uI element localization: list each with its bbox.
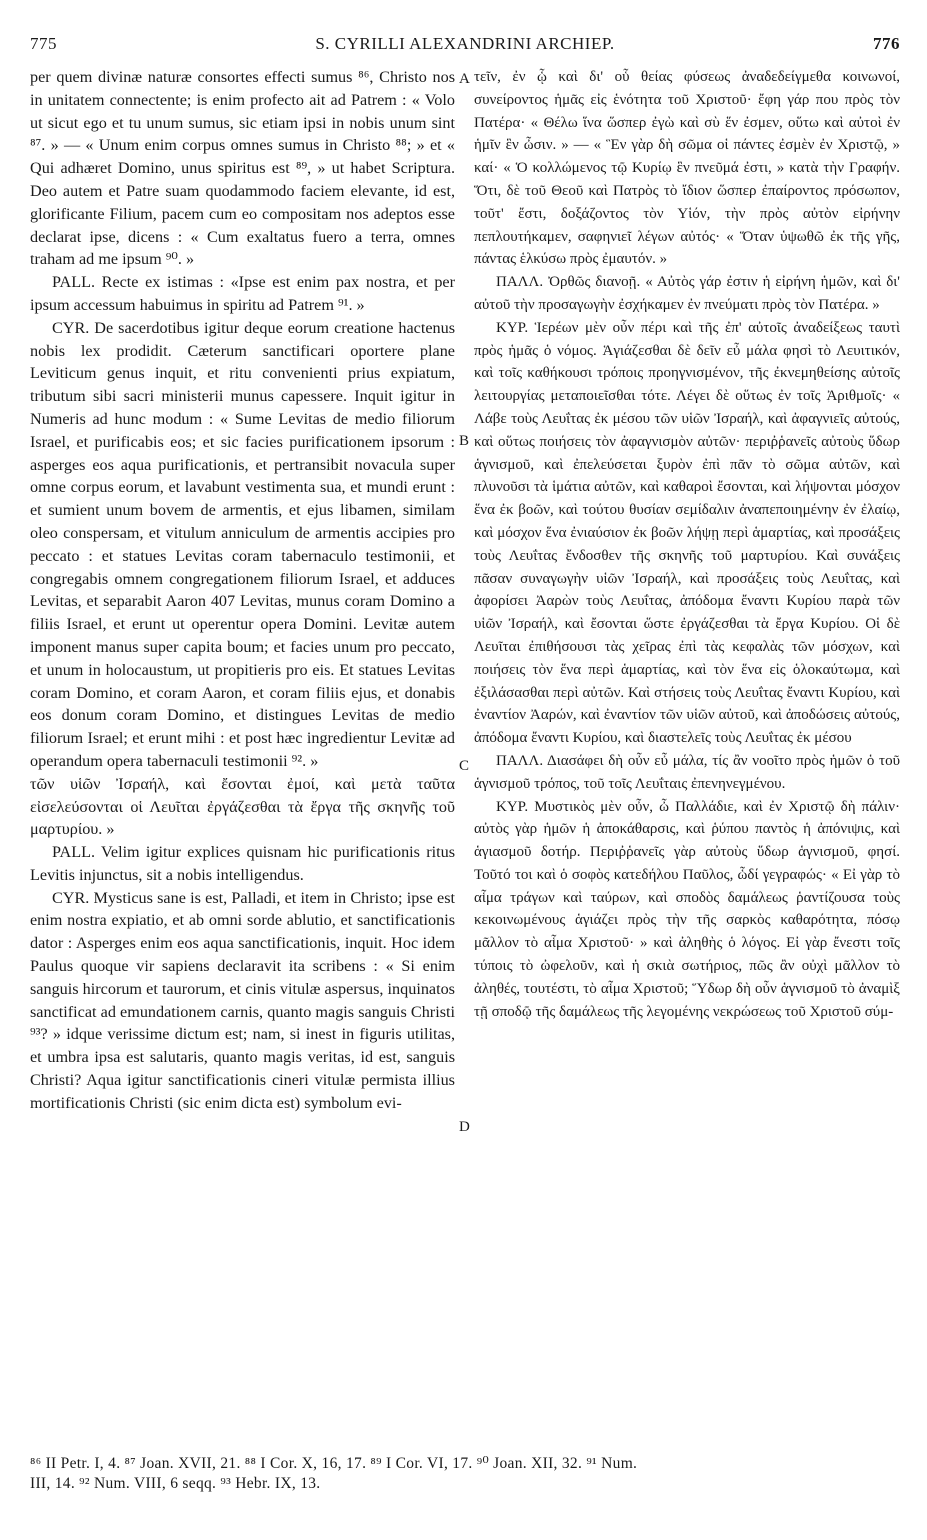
latin-column [30,66,455,1115]
greek-carryover-line: τῶν υἱῶν Ἰσραήλ, καὶ ἔσονται ἐμοί, καὶ μετὰ ταῦτα εἰσελεύσονται οἱ Λευῖται ἐργάζεσθαι τὰ ἔργα τῆς σκηνῆς τοῦ μαρτυρίου. » [30,774,455,839]
margin-marker-d: D [459,1119,470,1135]
latin-paragraph-5: CYR. Mysticus sane is est, Palladi, et item in Christo; ipse est enim nostra expiatio, et ab omni sorde ablutio, et sanctificationis dator : Asperges enim eos aqua sanctificationis, inquit. Hoc idem Paulus quoque vir sapiens declaravit ita scribens : « Si enim sanguis hircorum et taurorum, et cinis vitulæ aspersus, inquinatos sanctificat ad emundationem carnis, quanto magis sanguis Christi ⁹³? » idque verissime dictum est; nam, si inest in figuris utilitas, et umbra ipsa est salutaris, quanto magis veritas, id est, sanguis Christi? Aqua igitur sanctificationis cineri vitulæ permista illius mortificationis Christi (sic enim dicta est) symbolum evi- [30,888,455,1112]
margin-marker-a: A [459,71,470,87]
page-number-left: 775 [30,34,57,53]
latin-paragraph-2: PALL. Recte ex istimas : «Ipse est enim pax nostra, et per ipsum accessum habuimus in spiritu ad Patrem ⁹¹. » [30,273,455,314]
margin-marker-b: B [459,433,470,449]
latin-paragraph-1: per quem divinæ naturæ consortes effecti sumus ⁸⁶, Christo nos in unitatem connectente; is enim profecto ait ad Patrem : « Volo ut sicut ego et tu unum sumus, sic etiam ipsi in nobis unum sint ⁸⁷. » — « Unum enim corpus omnes sumus in Christo ⁸⁸; » et « Qui adhæret Domino, unus spiritus est ⁸⁹, » ut habet Scriptura. Deo autem et Patre suam quodammodo faciem elevante, id est, glorificante Filium, pacem cum eo compositam nos adeptos esse declarat ipse, dicens : « Cum exaltatus fuero a terra, omnes traham ad me ipsum ⁹⁰. » [30,68,455,269]
latin-paragraph-4: PALL. Velim igitur explices quisnam hic purificationis ritus Levitis injunctus, sit a nobis intelligendus. [30,843,455,884]
running-title: S. CYRILLI ALEXANDRINI ARCHIEP. [315,34,615,53]
footnotes [30,1454,900,1494]
margin-marker-c: C [459,758,470,774]
page-header [30,34,900,58]
greek-paragraph-5: ΚΥΡ. Μυστικὸς μὲν οὖν, ὦ Παλλάδιε, καὶ ἐν Χριστῷ δὴ πάλιν· αὐτὸς γὰρ ἡμῶν ἡ ἀποκάθαρσις, καὶ ῥύπου παντὸς ἡ ἀπόνιψις, καὶ ἁγιασμοῦ δοτήρ. Περιῤῥανεῖς γὰρ αὐτοὺς ὕδωρ ἁγνισμοῦ, φησί. Τοῦτό τοι καὶ ὁ σοφὸς κατεδήλου Παῦλος, ὧδί γεγραφώς· « Εἰ γὰρ τὸ αἷμα τράγων καὶ ταύρων, καὶ σποδὸς δαμάλεως ῥαντίζουσα τοὺς κεκοινωμένους ἁγιάζει πρὸς τὴν τῆς σαρκὸς καθαρότητα, πόσῳ μᾶλλον τὸ αἷμα Χριστοῦ· » καὶ ἀληθὴς ὁ λόγος. Εἰ γὰρ ἔνεστι τοῖς τύποις τὸ ὠφελοῦν, καὶ ἡ σκιὰ σωτήριος, πῶς ἂν οὐχὶ μᾶλλον τὸ ἀληθές, τουτέστι, τὸ αἷμα Χριστοῦ; Ὕδωρ δὴ οὖν ἁγνισμοῦ τὸ ἀναμὶξ τῇ σποδῷ τῆς δαμάλεως τῆς λεγομένης νεκρώσεως τοῦ Χριστοῦ σύμ- [474,798,900,1020]
greek-column [474,66,900,1023]
greek-paragraph-3: ΚΥΡ. Ἱερέων μὲν οὖν πέρι καὶ τῆς ἐπ' αὐτοῖς ἀναδείξεως ταυτὶ πρὸς ἡμᾶς ὁ νόμος. Ἁγιάζεσθαι δὲ δεῖν εὖ μάλα φησὶ τὸ Λευιτικόν, καὶ τοῖς καθήκουσι τρόποις προηγνισμένον, τῆς ἐκνεμηθείσης αὐτοῖς λειτουργίας μεταποιεῖσθαι τότε. Λέγει δὲ οὕτως ἐν τοῖς Ἀριθμοῖς· « Λάβε τοὺς Λευΐτας ἐκ μέσου τῶν υἱῶν Ἰσραήλ, καὶ ἀφαγνιεῖς αὐτούς, καὶ οὕτως ποιήσεις τὸν ἀφαγνισμὸν αὐτῶν· περιῤῥανεῖς αὐτοὺς ὕδωρ ἁγνισμοῦ, καὶ ἐπελεύσεται ξυρὸν ἐπὶ πᾶν τὸ σῶμα αὐτῶν, καὶ πλυνοῦσι τὰ ἱμάτια αὐτῶν, καὶ καθαροὶ ἔσονται, καὶ λήψονται μόσχον ἕνα ἐκ βοῶν, καὶ τούτου θυσίαν σεμίδαλιν ἀναπεποιημένην ἐν ἐλαίῳ, καὶ μόσχον ἕνα ἐνιαύσιον ἐκ βοῶν λήψῃ περὶ ἁμαρτίας, καὶ προσάξεις τοὺς Λευΐτας ἔνδοσθεν τῆς σκηνῆς τοῦ μαρτυρίου. Καὶ συνάξεις πᾶσαν συναγωγὴν υἱῶν Ἰσραήλ, καὶ προσάξεις τοὺς Λευΐτας, καὶ ἀφορίσει Ἀαρὼν τοὺς Λευΐτας, ἀπόδομα ἔναντι Κυρίου παρὰ τῶν υἱῶν Ἰσραήλ, καὶ ἔσονται ὥστε ἐργάζεσθαι τὰ ἔργα Κυρίου. Οἱ δὲ Λευῖται ἐπιθήσουσι τὰς χεῖρας ἐπὶ τὰς κεφαλὰς τῶν μόσχων, καὶ ποιήσεις τὸν ἕνα περὶ ἁμαρτίας, καὶ τὸν ἕνα εἰς ὁλοκαύτωμα, καὶ ἐξιλάσασθαι περὶ αὐτῶν. Καὶ στήσεις τοὺς Λευΐτας ἔναντι Κυρίου, καὶ ἐναντίον Ἀαρών, καὶ ἐναντίον τῶν υἱῶν αὐτοῦ, καὶ ἀποδώσεις αὐτούς, ἀπόδομα ἔναντι Κυρίου, καὶ διαστελεῖς τοὺς Λευΐτας ἐκ μέσου [474,319,900,747]
latin-paragraph-3: CYR. De sacerdotibus igitur deque eorum creatione hactenus nobis lex prodidit. Cæterum sanctificari oportere plane Leviticum genus inquit, et ritu convenienti prius expiatum, tributum sibi sacri ministerii munus capessere. Inquit igitur in Numeris ad hunc modum : « Sume Levitas de medio filiorum Israel, et purificabis eos; et sic facies purificationem ipsorum : asperges eos aqua purificationis, et pertransibit novacula super omne corpus eorum, et lavabunt vestimenta sua, et mundi erunt : et sumient unum bovem de armentis, et ejus libamen, similam oleo conspersam, et vitulum anniculum de armentis accipies pro peccato : et statues Levitas coram tabernaculo testimonii, et congregabis omnem congregationem filiorum Israel, et adduces Levitas, et separabit Aaron 407 Levitas, munus coram Domino a filiis Israel, et erunt ut operentur opera Domini. Levitæ autem imponent manus super capita boum; et facies unum pro peccato, et unum in holocaustum, ut propitieris pro eis. Et statues Levitas coram Domino, et coram Aaron, et coram filiis ejus, et donabis eos donum coram Domino, et distingues Levitas de medio filiorum Israel; et erunt mihi : et post hæc ingredientur Levitæ ad operandum opera tabernaculi testimonii ⁹². » [30,318,455,770]
footnote-line-2: III, 14. ⁹² Num. VIII, 6 seqq. ⁹³ Hebr. IX, 13. [30,1475,321,1492]
footnote-line-1: ⁸⁶ II Petr. I, 4. ⁸⁷ Joan. XVII, 21. ⁸⁸ I Cor. X, 16, 17. ⁸⁹ I Cor. VI, 17. ⁹⁰ Joan. XII, 32. ⁹¹ Num. [30,1455,638,1472]
greek-paragraph-2: ΠΑΛΛ. Ὀρθῶς διανοῇ. « Αὐτὸς γάρ ἐστιν ἡ εἰρήνη ἡμῶν, καὶ δι' αὐτοῦ τὴν προσαγωγὴν ἐσχήκαμεν ἐν πνεύματι πρὸς τὸν Πατέρα. » [474,274,900,313]
greek-paragraph-1: τεῖν, ἐν ᾧ καὶ δι' οὗ θείας φύσεως ἀναδεδείγμεθα κοινωνοί, συνείροντος ἡμᾶς εἰς ἑνότητα τοῦ Χριστοῦ· ἔφη γάρ που πρὸς τὸν Πατέρα· « Θέλω ἵνα ὥσπερ ἐγὼ καὶ σὺ ἕν ἐσμεν, οὕτω καὶ αὐτοὶ ἐν ἡμῖν ἓν ὦσιν. » — « Ἓν γὰρ δὴ σῶμα οἱ πάντες ἐσμὲν ἐν Χριστῷ, » καί· « Ὁ κολλώμενος τῷ Κυρίῳ ἓν πνεῦμά ἐστι, » κατὰ τὴν Γραφήν. Ὅτι, δὲ τοῦ Θεοῦ καὶ Πατρὸς τὸ ἴδιον ὥσπερ ἐπαίροντος πρόσωπον, τοῦτ' ἔστι, δοξάζοντος τὸν Υἱόν, τὴν πρὸς αὐτὸν εἰρήνην πεπλουτήκαμεν, σαφηνιεῖ λέγων αὐτός· « Ὅταν ὑψωθῶ ἐκ τῆς γῆς, πάντας ἑλκύσω πρὸς ἐμαυτόν. » [474,69,900,268]
page-number-right: 776 [873,34,900,53]
greek-paragraph-4: ΠΑΛΛ. Διασάφει δὴ οὖν εὖ μάλα, τίς ἂν νοοῖτο πρὸς ἡμῶν ὁ τοῦ ἁγνισμοῦ τρόπος, τοῦ τοῖς Λευΐταις ἐπενηνεγμένου. [474,752,900,792]
